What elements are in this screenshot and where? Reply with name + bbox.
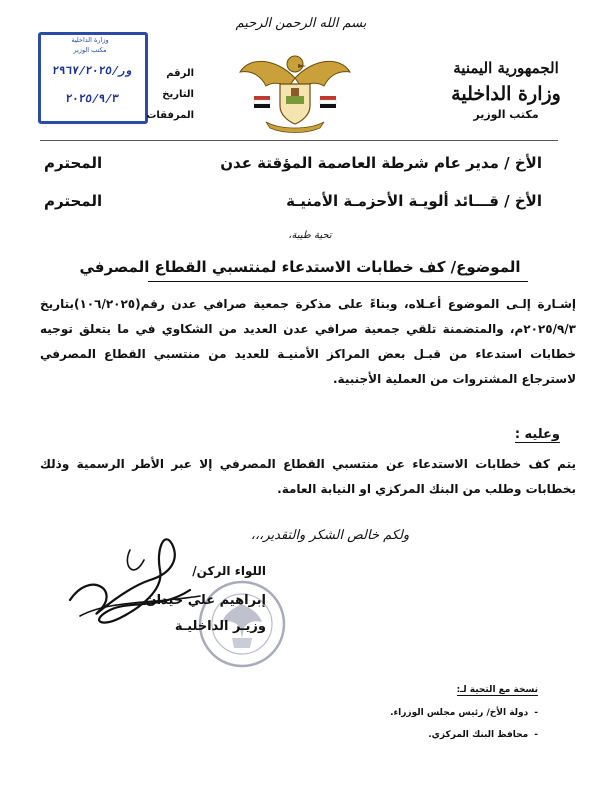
greeting: تحية طيبة، <box>288 230 332 241</box>
cc-item-text: محافظ البنك المركزي. <box>428 730 529 740</box>
signatory-block <box>76 560 266 640</box>
cc-item <box>390 708 538 718</box>
attachments-label: المرفقات <box>146 110 194 121</box>
country-name: الجمهورية اليمنية <box>453 59 559 77</box>
subject-line: الموضوع/ كف خطابات الاستدعاء لمنتسبي القطاع المصرفي <box>79 258 521 276</box>
ref-label: الرقم <box>166 68 194 79</box>
closing-line: ولكم خالص الشكر والتقدير،،، <box>250 528 410 543</box>
reference-labels <box>146 63 194 126</box>
body-paragraph-2: يتم كف خطابات الاستدعاء عن منتسبي القطاع المصرفي إلا عبر الأطر الرسمية وذلك بخطابات وطلب من البنك المركزي او النيابة العامة. <box>40 457 576 496</box>
cc-item-text: دولة الأخ/ رئيس مجلس الوزراء. <box>390 708 529 718</box>
header-divider <box>40 140 558 141</box>
eagle-emblem-icon <box>236 38 354 134</box>
recipient-2-honorific: المحترم <box>44 192 103 210</box>
cc-dash: - <box>534 708 538 718</box>
stamp-header <box>42 36 138 55</box>
stamp-ministry: وزارة الداخلية <box>71 36 109 44</box>
subject-underline <box>148 281 528 282</box>
letter-date: ٢٠٢٥/٩/٣ <box>64 92 120 105</box>
recipient-1: الأخ / مدير عام شرطة العاصمة المؤقتة عدن <box>220 154 542 172</box>
signatory-title: وزيـر الداخليـة <box>174 619 266 634</box>
signatory-name: إبراهيم علي حيدان <box>145 593 266 608</box>
ministry-name: وزارة الداخلية <box>451 83 561 105</box>
reference-number: ور/٢٩٦٧/٢٠٢٥ <box>51 64 133 77</box>
cc-heading: نسخة مع التحية لـ: <box>456 685 538 695</box>
signatory-rank: اللواء الركن/ <box>192 564 266 578</box>
stamp-office: مكتب الوزير <box>73 46 107 54</box>
recipient-2: الأخ / قـــائد ألويـة الأحزمـة الأمنيـة <box>286 192 542 210</box>
therefore-heading: وعليه : <box>514 427 560 442</box>
cc-dash: - <box>534 730 538 740</box>
cc-item <box>428 730 538 740</box>
recipient-1-honorific: المحترم <box>44 154 103 172</box>
body-paragraph-1: إشـارة إلـى الموضوع أعـلاه، وبناءً على مذكرة جمعية صرافي عدن رقم(١٠٦/٢٠٢٥)بتاريخ ٢٠٢٥/٩/٣م، والمتضمنة تلقي جمعية صرافي عدن العديد من الشكاوي في ما يتعلق توجيه خطابات استدعاء من قبـل بعض المراكز الأمنيـة للعديد من منتسبي القطاع المصرفي لاسترجاع المشتروات من العملية الأجنبية. <box>40 297 576 386</box>
date-label: التاريخ <box>162 89 194 100</box>
ministry-header <box>446 58 566 122</box>
basmala: بسم الله الرحمن الرحيم <box>235 16 367 31</box>
office-name: مكتب الوزير <box>473 108 539 121</box>
